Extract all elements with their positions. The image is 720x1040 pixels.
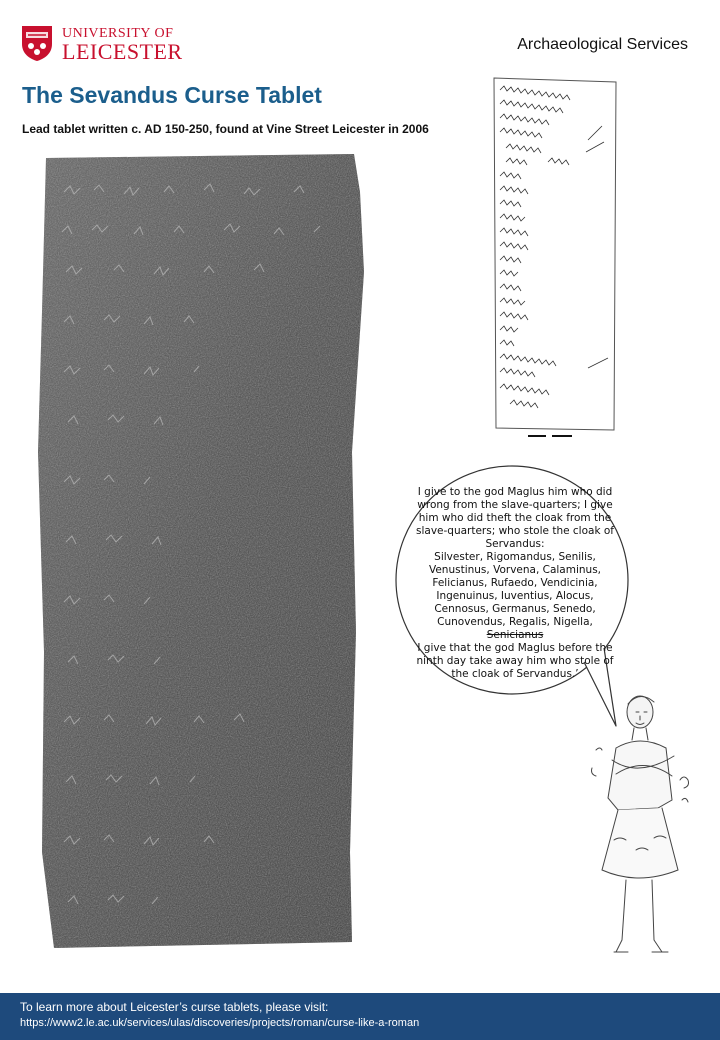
translation-intro: I give to the god Maglus him who did wrong from the slave-quarters; I give him who did theft the cloak from the slave-quarters; who stole the cloak of Servandus:	[416, 486, 614, 550]
translation-text	[412, 486, 618, 681]
translation-names	[412, 551, 618, 642]
logo-line-leicester: LEICESTER	[62, 39, 183, 64]
inscription-drawing	[488, 72, 620, 444]
logo-line-university: UNIVERSITY OF	[62, 26, 174, 41]
department-name: Archaeological Services	[517, 36, 688, 53]
footer-url-link[interactable]: https://www2.le.ac.uk/services/ulas/discoveries/projects/roman/curse-like-a-roman	[20, 1017, 420, 1029]
footer-banner	[0, 993, 720, 1040]
name-list: Silvester, Rigomandus, Senilis, Venustinus, Vorvena, Calaminus, Felicianus, Rufaedo, Vendicinia, Ingenuinus, Iuventius, Alocus, Cennosus, Germanus, Senedo, Cunovendus, Regalis, Nigella,	[428, 551, 602, 628]
page-title: The Sevandus Curse Tablet	[22, 82, 322, 108]
university-crest-icon	[20, 24, 54, 62]
footer-text: To learn more about Leicester’s curse tablets, please visit:	[20, 1000, 329, 1014]
translation-closing: I give that the god Maglus before the ninth day take away him who stole of the cloak of Servandus.’	[416, 642, 614, 680]
lead-tablet-photo	[34, 152, 370, 952]
roman-figure-sketch	[588, 690, 698, 980]
university-logo[interactable]	[20, 24, 190, 64]
page-subtitle: Lead tablet written c. AD 150-250, found at Vine Street Leicester in 2006	[22, 122, 429, 136]
struck-name: Senicianus	[486, 629, 544, 641]
